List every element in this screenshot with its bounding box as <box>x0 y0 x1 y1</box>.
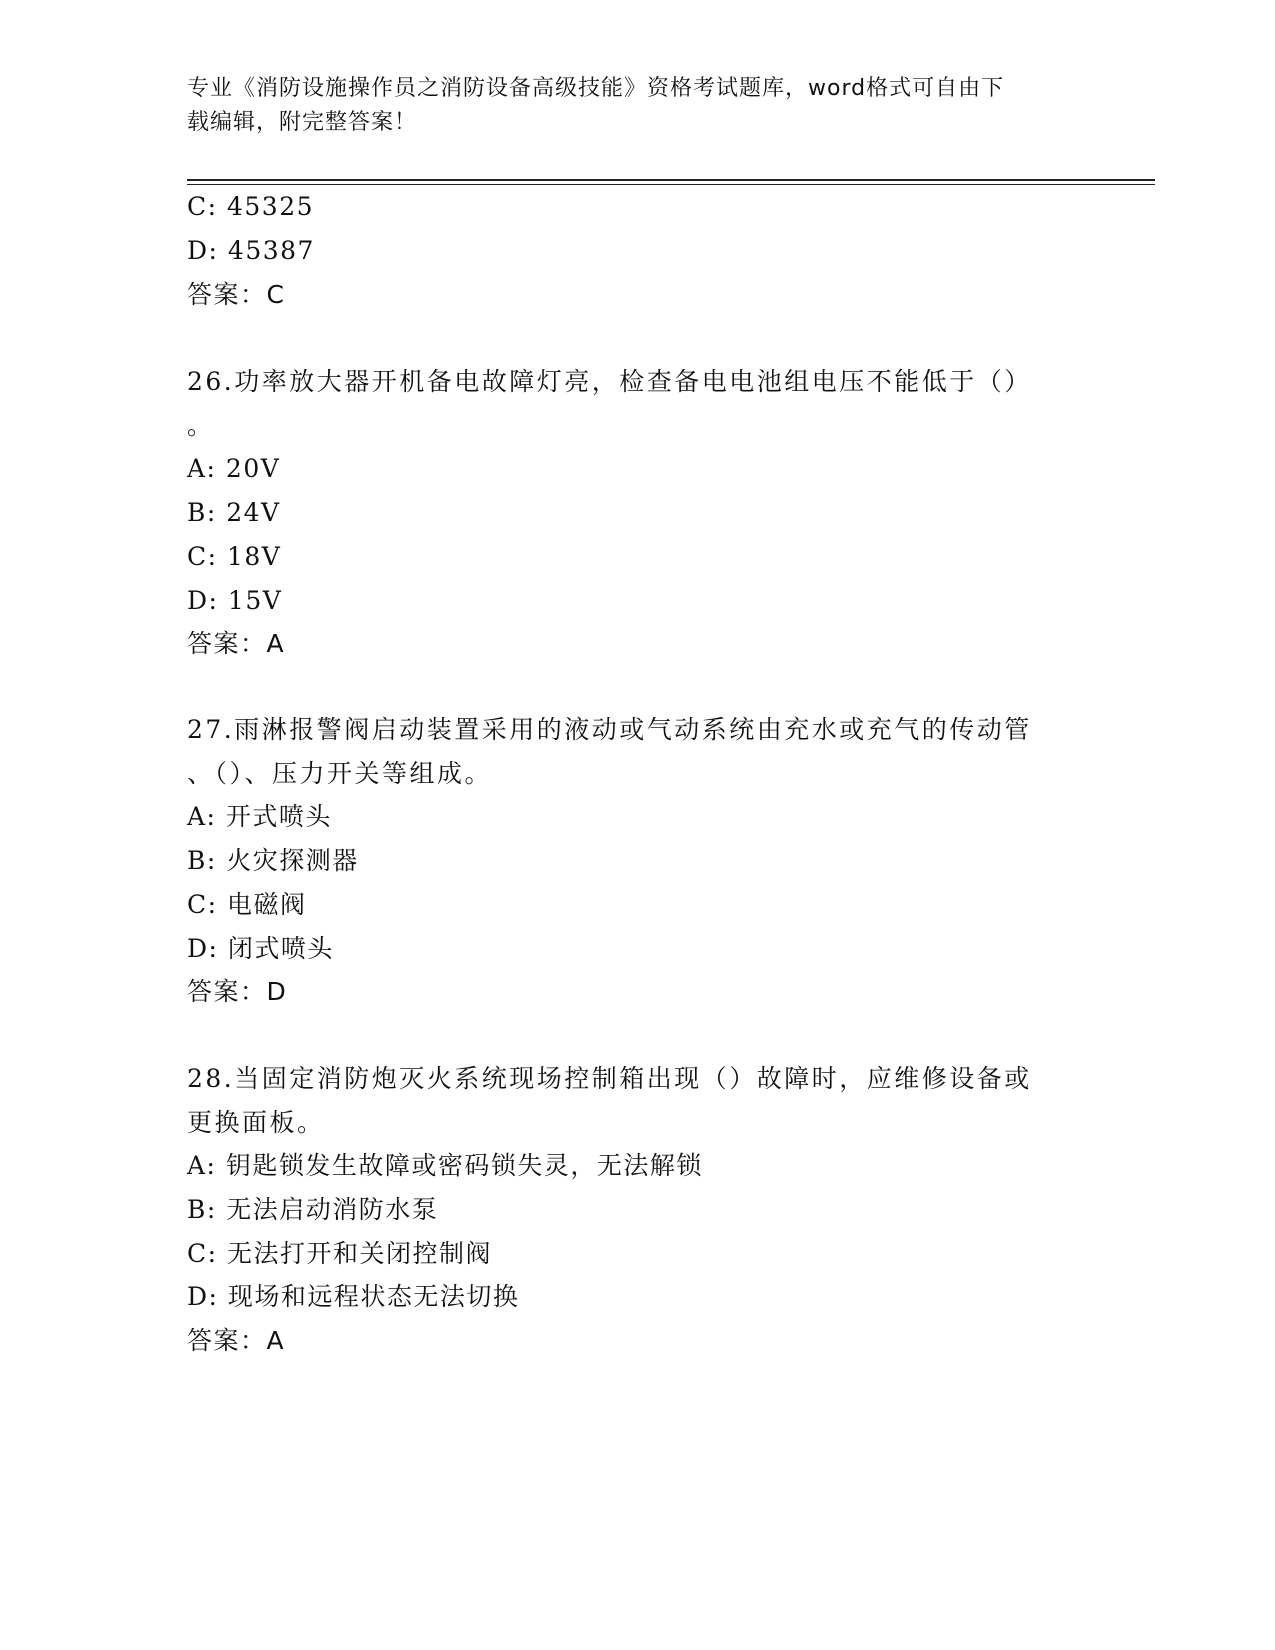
q26-text-line-1: 26.功率放大器开机备电故障灯亮，检查备电电池组电压不能低于（） <box>187 367 1032 396</box>
prev-option-c: C: 45325 <box>187 192 315 221</box>
header-line-2: 载编辑，附完整答案！ <box>187 110 418 135</box>
prev-answer: 答案：C <box>187 280 286 309</box>
q28-option-b: B: 无法启动消防水泵 <box>187 1195 439 1224</box>
prev-option-d: D: 45387 <box>187 236 315 265</box>
q27-text-line-1: 27.雨淋报警阀启动装置采用的液动或气动系统由充水或充气的传动管 <box>187 715 1032 744</box>
q27-option-c: C: 电磁阀 <box>187 890 307 919</box>
q27-option-a: A: 开式喷头 <box>187 802 332 831</box>
q28-text-line-1: 28.当固定消防炮灭火系统现场控制箱出现（）故障时，应维修设备或 <box>187 1064 1032 1093</box>
q26-text-line-2: 。 <box>187 411 214 440</box>
q26-option-a: A: 20V <box>187 454 281 483</box>
q26-answer: 答案：A <box>187 629 286 658</box>
q27-option-d: D: 闭式喷头 <box>187 934 334 963</box>
q28-text-line-2: 更换面板。 <box>187 1108 325 1137</box>
q26-option-c: C: 18V <box>187 542 282 571</box>
header-divider-thick <box>187 179 1155 181</box>
q27-option-b: B: 火灾探测器 <box>187 846 359 875</box>
q26-option-d: D: 15V <box>187 586 283 615</box>
document-header <box>187 72 1067 140</box>
header-line-1: 专业《消防设施操作员之消防设备高级技能》资格考试题库，word格式可自由下 <box>187 76 1005 101</box>
q28-option-a: A: 钥匙锁发生故障或密码锁失灵，无法解锁 <box>187 1151 703 1180</box>
q28-answer: 答案：A <box>187 1326 286 1355</box>
q28-option-c: C: 无法打开和关闭控制阀 <box>187 1239 492 1268</box>
q27-answer: 答案：D <box>187 977 288 1006</box>
header-divider-thin <box>187 184 1155 185</box>
q26-option-b: B: 24V <box>187 498 281 527</box>
q27-text-line-2: 、（）、压力开关等组成。 <box>187 759 493 788</box>
q28-option-d: D: 现场和远程状态无法切换 <box>187 1282 520 1311</box>
